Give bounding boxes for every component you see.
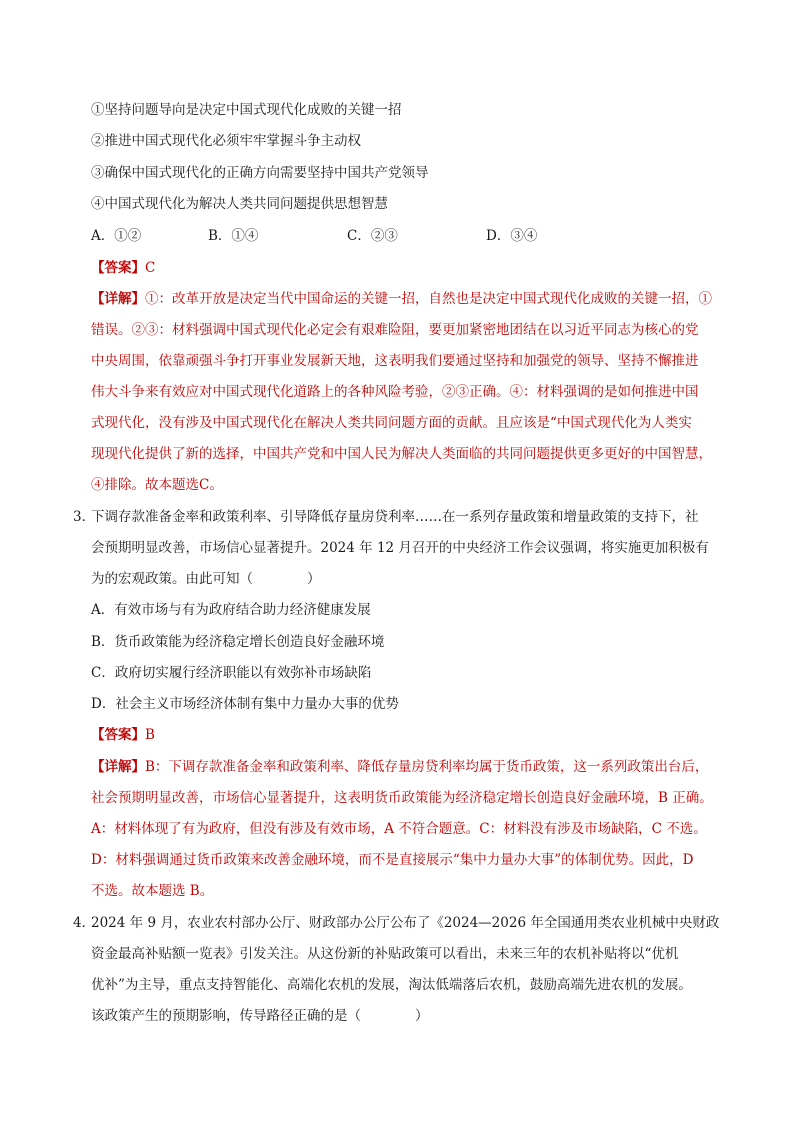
answer-tag: 【答案】 — [91, 727, 145, 743]
detail-text: B：下调存款准备金率和政策利率、降低存量房贷利率均属于货币政策，这一系列政策出台后， — [145, 759, 709, 775]
q4-stem-line-3: 优补”为主导，重点支持智能化、高端化农机的发展，淘汰低端落后农机，鼓励高端先进农机的发展。 — [91, 977, 692, 993]
detail-text: ①：改革开放是决定当代中国命运的关键一招，自然也是决定中国式现代化成败的关键一招，① — [145, 291, 712, 307]
q2-detail-line-7: ④排除。故本题选C。 — [91, 477, 223, 493]
q3-answer — [91, 725, 155, 745]
q2-statement-4: ④中国式现代化为解决人类共同问题提供思想智慧 — [91, 196, 388, 212]
answer-value: B — [145, 727, 155, 743]
q3-detail-line-1 — [91, 757, 708, 777]
detail-tag: 【详解】 — [91, 759, 145, 775]
q3-option-d: D．社会主义市场经济体制有集中力量办大事的优势 — [91, 696, 399, 712]
q4-stem-line-2: 资金最高补贴额一览表》引发关注。从这份新的补贴政策可以看出，未来三年的农机补贴将以“优机 — [91, 946, 679, 962]
q2-statement-2: ②推进中国式现代化必须牢牢掌握斗争主动权 — [91, 133, 361, 149]
q3-stem-line-1: 下调存款准备金率和政策利率、引导降低存量房贷利率……在一系列存量政策和增量政策的支持下，社 — [91, 509, 699, 525]
q2-option-c: C．②③ — [347, 228, 398, 244]
q2-detail-line-3: 中央周围，依靠顽强斗争打开事业发展新天地，这表明我们要通过坚持和加强党的领导、坚持不懈推进 — [91, 353, 699, 369]
q4-stem-line-4: 该政策产生的预期影响，传导路径正确的是（ ） — [91, 1008, 429, 1024]
q3-stem-line-2: 会预期明显改善，市场信心显著提升。2024 年 12 月召开的中央经济工作会议强调，将实施更加积极有 — [91, 540, 709, 556]
q3-detail-line-3: A：材料体现了有为政府，但没有涉及有效市场，A 不符合题意。C：材料没有涉及市场缺陷，C 不选。 — [91, 821, 707, 837]
q2-option-b: B．①④ — [208, 228, 259, 244]
q2-statement-1: ①坚持问题导向是决定中国式现代化成败的关键一招 — [91, 102, 402, 118]
q2-detail-line-4: 伟大斗争来有效应对中国式现代化道路上的各种风险考验，②③正确。④：材料强调的是如何推进中国 — [91, 384, 699, 400]
q4-number: 4． — [73, 915, 96, 931]
detail-tag: 【详解】 — [91, 291, 145, 307]
q2-option-a: A．①② — [91, 228, 142, 244]
q2-detail-line-6: 现现代化提供了新的选择，中国共产党和中国人民为解决人类面临的共同问题提供更多更好的中国智慧， — [91, 446, 712, 462]
q4-stem-line-1: 2024 年 9 月，农业农村部办公厅、财政部办公厅公布了《2024—2026 年全国通用类农业机械中央财政 — [91, 915, 720, 931]
q2-detail-line-1 — [91, 289, 712, 309]
q2-detail-line-2: 错误。②③：材料强调中国式现代化必定会有艰难险阻，要更加紧密地团结在以习近平同志为核心的党 — [91, 322, 699, 338]
q3-stem-line-3: 为的宏观政策。由此可知（ ） — [91, 571, 321, 587]
q3-detail-line-4: D：材料强调通过货币政策来改善金融环境，而不是直接展示“集中力量办大事”的体制优势。因此，D — [91, 852, 694, 868]
q2-detail-line-5: 式现代化，没有涉及中国式现代化在解决人类共同问题方面的贡献。且应该是“中国式现代化为人类实 — [91, 415, 692, 431]
q2-answer — [91, 258, 155, 278]
q3-option-a: A．有效市场与有为政府结合助力经济健康发展 — [91, 602, 371, 618]
q3-number: 3． — [73, 509, 96, 525]
answer-value: C — [145, 260, 156, 276]
q3-option-c: C．政府切实履行经济职能以有效弥补市场缺陷 — [91, 665, 372, 681]
q2-option-d: D．③④ — [486, 228, 538, 244]
q3-detail-line-2: 社会预期明显改善，市场信心显著提升，这表明货币政策能为经济稳定增长创造良好金融环境，B 正确。 — [91, 790, 713, 806]
q2-statement-3: ③确保中国式现代化的正确方向需要坚持中国共产党领导 — [91, 165, 429, 181]
answer-tag: 【答案】 — [91, 260, 145, 276]
q3-option-b: B．货币政策能为经济稳定增长创造良好金融环境 — [91, 634, 385, 650]
q3-detail-line-5: 不选。故本题选 B。 — [91, 883, 214, 899]
